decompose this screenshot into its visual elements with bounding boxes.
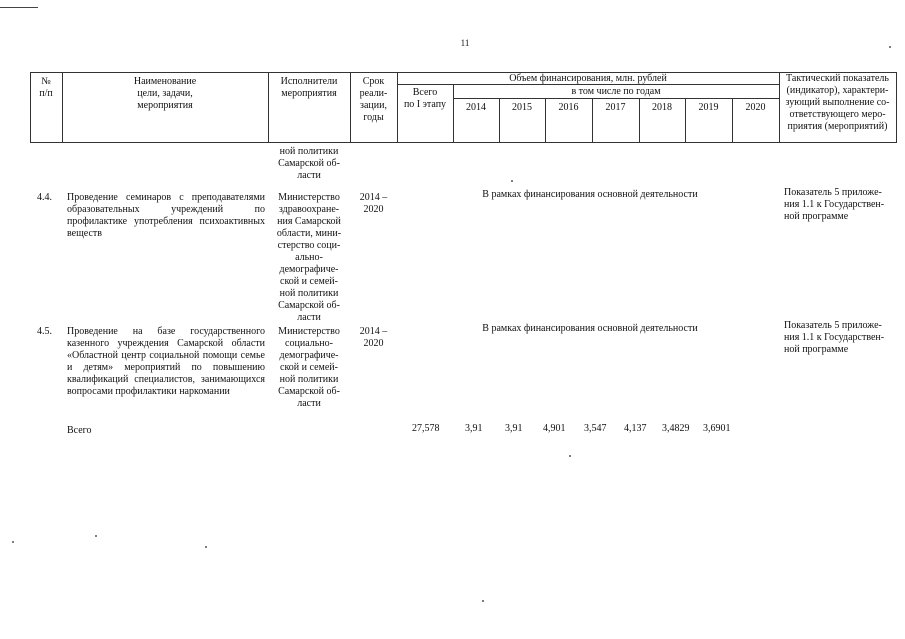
totals-year-value: 3,547 (584, 423, 607, 434)
row-indicator: Показатель 5 приложе- ния 1.1 к Государствен- ной программе (784, 320, 885, 355)
header-term: Срок реали- зации, годы (359, 76, 388, 123)
row-number: 4.5. (37, 326, 52, 337)
scan-speck (95, 535, 97, 537)
header-name: Наименование цели, задачи, мероприятия (133, 76, 197, 111)
carryover-executor: ной политики Самарской об- ласти (278, 146, 340, 181)
header-year: 2017 (605, 102, 626, 113)
page-number: 11 (460, 38, 470, 48)
header-year: 2016 (558, 102, 579, 113)
row-indicator: Показатель 5 приложе- ния 1.1 к Государствен- ной программе (784, 187, 885, 222)
totals-year-value: 3,6901 (703, 423, 731, 434)
header-funding-title: Объем финансирования, млн. рублей (509, 73, 667, 84)
scan-speck (482, 600, 484, 602)
scan-speck (889, 46, 891, 48)
header-total-label: Всего по I этапу (403, 87, 447, 110)
totals-year-value: 3,4829 (662, 423, 690, 434)
scan-speck (205, 546, 207, 548)
header-year: 2019 (698, 102, 719, 113)
totals-year-value: 3,91 (505, 423, 523, 434)
header-num: № п/п (39, 76, 53, 99)
row-executors: Министерство здравоохране- ния Самарской области, мини- стерство соци- ально- демографиче- ской и семей- ной политики Самарской об- ласти (276, 192, 342, 323)
header-year: 2015 (512, 102, 532, 113)
row-funding-note: В рамках финансирования основной деятельности (482, 189, 698, 200)
header-indicator: Тактический показатель (индикатор), характери- зующий выполнение со- ответствующего меро- приятия (мероприятий) (785, 73, 890, 132)
header-by-years: в том числе по годам (571, 86, 661, 97)
header-year: 2020 (745, 102, 766, 113)
totals-year-value: 4,137 (624, 423, 647, 434)
scan-speck (569, 455, 571, 457)
row-term: 2014 – 2020 (359, 192, 388, 215)
totals-total: 27,578 (412, 423, 440, 434)
scan-speck (12, 541, 14, 543)
scan-speck (511, 180, 513, 182)
header-year: 2018 (652, 102, 672, 113)
row-term: 2014 – 2020 (359, 326, 388, 349)
totals-year-value: 4,901 (543, 423, 566, 434)
row-name: Проведение на базе государственного казенного учреждения Самарской области «Областной центр социальной помощи семье и детям» мероприятий по повышению квалификаций специалистов, занимающихся вопросами профилактики наркомании (67, 326, 265, 397)
totals-year-value: 3,91 (465, 423, 483, 434)
header-executors: Исполнители мероприятия (280, 76, 338, 99)
row-number: 4.4. (37, 192, 52, 203)
scan-artifact-line (0, 7, 38, 8)
row-executors: Министерство социально- демографиче- ской и семей- ной политики Самарской об- ласти (278, 326, 340, 409)
row-name: Проведение семинаров с преподавателями образовательных учреждений по профилактике употребления психоактивных веществ (67, 192, 265, 239)
row-funding-note: В рамках финансирования основной деятельности (482, 323, 698, 334)
totals-label: Всего (67, 425, 92, 436)
header-year: 2014 (466, 102, 486, 113)
